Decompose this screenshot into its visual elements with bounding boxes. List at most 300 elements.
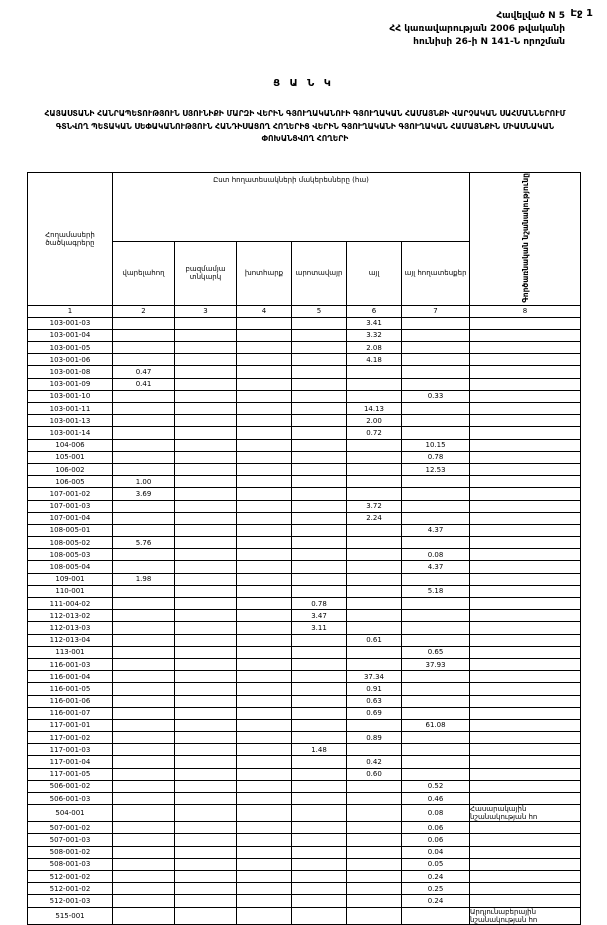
cell-other bbox=[347, 870, 402, 882]
cell-arable bbox=[113, 500, 175, 512]
cell-perennial bbox=[175, 671, 237, 683]
cell-other-lands bbox=[402, 537, 470, 549]
cell-other bbox=[347, 585, 402, 597]
cell-pasture: 1.48 bbox=[292, 744, 347, 756]
cell-other-lands bbox=[402, 732, 470, 744]
cell-other-lands bbox=[402, 476, 470, 488]
cell-pasture bbox=[292, 671, 347, 683]
cell-functional-use bbox=[470, 427, 581, 439]
cell-hayfield bbox=[237, 476, 292, 488]
cell-perennial bbox=[175, 549, 237, 561]
cell-pasture: 3.47 bbox=[292, 610, 347, 622]
cell-hayfield bbox=[237, 658, 292, 670]
cell-functional-use bbox=[470, 793, 581, 805]
cell-pasture bbox=[292, 793, 347, 805]
annex-line-3: հունիսի 26-ի N 141-Ն որոշման bbox=[413, 37, 565, 47]
cell-pasture: 0.78 bbox=[292, 598, 347, 610]
cell-hayfield bbox=[237, 756, 292, 768]
cell-perennial bbox=[175, 512, 237, 524]
table-row bbox=[28, 780, 581, 792]
cell-pasture bbox=[292, 756, 347, 768]
cell-parcel-code: 105-001 bbox=[28, 451, 113, 463]
cell-other-lands: 4.37 bbox=[402, 561, 470, 573]
cell-arable bbox=[113, 622, 175, 634]
table-row bbox=[28, 463, 581, 475]
cell-perennial bbox=[175, 366, 237, 378]
cell-arable bbox=[113, 451, 175, 463]
cell-functional-use bbox=[470, 451, 581, 463]
cell-perennial bbox=[175, 598, 237, 610]
cell-functional-use bbox=[470, 634, 581, 646]
table-row bbox=[28, 390, 581, 402]
cell-other bbox=[347, 858, 402, 870]
cell-pasture bbox=[292, 780, 347, 792]
cell-functional-use bbox=[470, 719, 581, 731]
table-row bbox=[28, 870, 581, 882]
cell-arable bbox=[113, 549, 175, 561]
cell-hayfield bbox=[237, 488, 292, 500]
cell-pasture bbox=[292, 695, 347, 707]
cell-hayfield bbox=[237, 846, 292, 858]
cell-other bbox=[347, 822, 402, 834]
table-row bbox=[28, 719, 581, 731]
cell-other bbox=[347, 476, 402, 488]
cell-parcel-code: 107-001-04 bbox=[28, 512, 113, 524]
cell-hayfield bbox=[237, 451, 292, 463]
cell-parcel-code: 117-001-04 bbox=[28, 756, 113, 768]
table-row bbox=[28, 512, 581, 524]
cell-functional-use bbox=[470, 439, 581, 451]
cell-parcel-code: 506-001-03 bbox=[28, 793, 113, 805]
cell-hayfield bbox=[237, 707, 292, 719]
table-row bbox=[28, 439, 581, 451]
cell-other-lands: 0.24 bbox=[402, 870, 470, 882]
cell-hayfield bbox=[237, 858, 292, 870]
cell-other bbox=[347, 883, 402, 895]
cell-other-lands bbox=[402, 707, 470, 719]
cell-perennial bbox=[175, 317, 237, 329]
table-row bbox=[28, 793, 581, 805]
cell-hayfield bbox=[237, 561, 292, 573]
cell-parcel-code: 506-001-02 bbox=[28, 780, 113, 792]
cell-perennial bbox=[175, 585, 237, 597]
cell-parcel-code: 103-001-03 bbox=[28, 317, 113, 329]
cell-hayfield bbox=[237, 768, 292, 780]
cell-other-lands bbox=[402, 622, 470, 634]
table-row bbox=[28, 683, 581, 695]
cell-other: 0.72 bbox=[347, 427, 402, 439]
header-functional-use: Գործառնական նշանակությունը bbox=[470, 173, 581, 306]
cell-parcel-code: 512-001-02 bbox=[28, 870, 113, 882]
cell-pasture: 3.11 bbox=[292, 622, 347, 634]
cell-pasture bbox=[292, 658, 347, 670]
cell-functional-use bbox=[470, 671, 581, 683]
cell-parcel-code: 108-005-02 bbox=[28, 537, 113, 549]
land-parcel-table bbox=[27, 172, 581, 925]
cell-arable bbox=[113, 780, 175, 792]
cell-other bbox=[347, 744, 402, 756]
cell-perennial bbox=[175, 463, 237, 475]
table-row bbox=[28, 805, 581, 822]
cell-parcel-code: 103-001-10 bbox=[28, 390, 113, 402]
cell-functional-use bbox=[470, 610, 581, 622]
cell-pasture bbox=[292, 549, 347, 561]
cell-other bbox=[347, 895, 402, 907]
cell-functional-use bbox=[470, 354, 581, 366]
cell-hayfield bbox=[237, 744, 292, 756]
cell-pasture bbox=[292, 354, 347, 366]
cell-other-lands: 0.78 bbox=[402, 451, 470, 463]
cell-other-lands bbox=[402, 415, 470, 427]
cell-other bbox=[347, 793, 402, 805]
cell-pasture bbox=[292, 561, 347, 573]
cell-other-lands: 0.08 bbox=[402, 549, 470, 561]
cell-other-lands bbox=[402, 768, 470, 780]
cell-perennial bbox=[175, 646, 237, 658]
cell-other-lands: 0.06 bbox=[402, 822, 470, 834]
cell-functional-use bbox=[470, 366, 581, 378]
cell-perennial bbox=[175, 354, 237, 366]
cell-parcel-code: 103-001-09 bbox=[28, 378, 113, 390]
cell-perennial bbox=[175, 834, 237, 846]
cell-perennial bbox=[175, 822, 237, 834]
cell-parcel-code: 508-001-03 bbox=[28, 858, 113, 870]
cell-pasture bbox=[292, 537, 347, 549]
cell-parcel-code: 111-004-02 bbox=[28, 598, 113, 610]
cell-pasture bbox=[292, 342, 347, 354]
cell-other-lands bbox=[402, 488, 470, 500]
cell-functional-use bbox=[470, 512, 581, 524]
cell-hayfield bbox=[237, 427, 292, 439]
cell-hayfield bbox=[237, 390, 292, 402]
table-row bbox=[28, 366, 581, 378]
cell-pasture bbox=[292, 317, 347, 329]
cell-functional-use bbox=[470, 524, 581, 536]
cell-hayfield bbox=[237, 907, 292, 924]
cell-other bbox=[347, 488, 402, 500]
cell-other-lands bbox=[402, 329, 470, 341]
cell-other-lands bbox=[402, 683, 470, 695]
cell-arable bbox=[113, 512, 175, 524]
cell-parcel-code: 112-013-04 bbox=[28, 634, 113, 646]
cell-functional-use bbox=[470, 329, 581, 341]
cell-pasture bbox=[292, 719, 347, 731]
cell-other bbox=[347, 846, 402, 858]
cell-arable bbox=[113, 658, 175, 670]
cell-other-lands: 0.52 bbox=[402, 780, 470, 792]
cell-functional-use bbox=[470, 707, 581, 719]
cell-arable bbox=[113, 646, 175, 658]
cell-perennial bbox=[175, 451, 237, 463]
cell-pasture bbox=[292, 585, 347, 597]
cell-parcel-code: 117-001-03 bbox=[28, 744, 113, 756]
page-number: Էջ 1 bbox=[570, 8, 593, 19]
header-pasture: արոտավայր bbox=[292, 242, 347, 306]
table-row bbox=[28, 907, 581, 924]
table-row bbox=[28, 646, 581, 658]
cell-arable bbox=[113, 870, 175, 882]
cell-parcel-code: 112-013-03 bbox=[28, 622, 113, 634]
cell-hayfield bbox=[237, 671, 292, 683]
cell-arable bbox=[113, 695, 175, 707]
table-row bbox=[28, 354, 581, 366]
table-row bbox=[28, 610, 581, 622]
cell-hayfield bbox=[237, 683, 292, 695]
cell-functional-use bbox=[470, 768, 581, 780]
header-land-types-group: Ըստ հողատեսակների մակերեսները (հա) bbox=[113, 173, 470, 242]
table-row bbox=[28, 822, 581, 834]
header-hayfield: խոտհարք bbox=[237, 242, 292, 306]
cell-parcel-code: 109-001 bbox=[28, 573, 113, 585]
cell-perennial bbox=[175, 756, 237, 768]
cell-hayfield bbox=[237, 500, 292, 512]
cell-other bbox=[347, 390, 402, 402]
cell-hayfield bbox=[237, 439, 292, 451]
cell-perennial bbox=[175, 610, 237, 622]
cell-other-lands: 0.46 bbox=[402, 793, 470, 805]
cell-functional-use bbox=[470, 342, 581, 354]
cell-other bbox=[347, 780, 402, 792]
table-row bbox=[28, 732, 581, 744]
header-perennial: բազմամյա տնկարկ bbox=[175, 242, 237, 306]
cell-arable bbox=[113, 329, 175, 341]
cell-arable bbox=[113, 834, 175, 846]
cell-parcel-code: 107-001-03 bbox=[28, 500, 113, 512]
cell-functional-use bbox=[470, 500, 581, 512]
cell-parcel-code: 108-005-03 bbox=[28, 549, 113, 561]
cell-arable: 3.69 bbox=[113, 488, 175, 500]
cell-pasture bbox=[292, 524, 347, 536]
cell-hayfield bbox=[237, 366, 292, 378]
cell-perennial bbox=[175, 805, 237, 822]
cell-other-lands bbox=[402, 744, 470, 756]
cell-other-lands bbox=[402, 634, 470, 646]
cell-hayfield bbox=[237, 805, 292, 822]
cell-other-lands: 10.15 bbox=[402, 439, 470, 451]
cell-arable bbox=[113, 342, 175, 354]
cell-arable bbox=[113, 858, 175, 870]
cell-other bbox=[347, 646, 402, 658]
cell-other: 0.61 bbox=[347, 634, 402, 646]
cell-other bbox=[347, 463, 402, 475]
cell-arable bbox=[113, 805, 175, 822]
cell-pasture bbox=[292, 822, 347, 834]
cell-hayfield bbox=[237, 512, 292, 524]
cell-arable bbox=[113, 907, 175, 924]
cell-hayfield bbox=[237, 780, 292, 792]
cell-parcel-code: 117-001-01 bbox=[28, 719, 113, 731]
cell-hayfield bbox=[237, 634, 292, 646]
cell-parcel-code: 116-001-06 bbox=[28, 695, 113, 707]
column-number-row bbox=[28, 305, 581, 317]
cell-arable bbox=[113, 707, 175, 719]
cell-functional-use bbox=[470, 822, 581, 834]
cell-pasture bbox=[292, 500, 347, 512]
cell-other-lands: 0.65 bbox=[402, 646, 470, 658]
annex-header bbox=[389, 10, 565, 49]
cell-other bbox=[347, 378, 402, 390]
annex-line-2: ՀՀ կառավարության 2006 թվականի bbox=[389, 24, 565, 34]
cell-parcel-code: 512-001-02 bbox=[28, 883, 113, 895]
cell-parcel-code: 103-001-04 bbox=[28, 329, 113, 341]
cell-other: 0.60 bbox=[347, 768, 402, 780]
cell-arable: 1.00 bbox=[113, 476, 175, 488]
cell-hayfield bbox=[237, 342, 292, 354]
table-row bbox=[28, 342, 581, 354]
cell-other: 3.72 bbox=[347, 500, 402, 512]
cell-pasture bbox=[292, 895, 347, 907]
table-row bbox=[28, 768, 581, 780]
cell-other-lands bbox=[402, 756, 470, 768]
colnum-6: 6 bbox=[347, 305, 402, 317]
table-row bbox=[28, 427, 581, 439]
cell-perennial bbox=[175, 858, 237, 870]
cell-other bbox=[347, 549, 402, 561]
colnum-4: 4 bbox=[237, 305, 292, 317]
cell-pasture bbox=[292, 390, 347, 402]
cell-perennial bbox=[175, 634, 237, 646]
cell-hayfield bbox=[237, 537, 292, 549]
cell-arable: 0.41 bbox=[113, 378, 175, 390]
cell-other-lands: 0.33 bbox=[402, 390, 470, 402]
cell-other: 3.32 bbox=[347, 329, 402, 341]
cell-hayfield bbox=[237, 378, 292, 390]
table-row bbox=[28, 500, 581, 512]
cell-other: 37.34 bbox=[347, 671, 402, 683]
cell-perennial bbox=[175, 683, 237, 695]
cell-functional-use bbox=[470, 683, 581, 695]
cell-perennial bbox=[175, 524, 237, 536]
cell-hayfield bbox=[237, 646, 292, 658]
cell-pasture bbox=[292, 463, 347, 475]
cell-pasture bbox=[292, 883, 347, 895]
table-row bbox=[28, 378, 581, 390]
cell-functional-use bbox=[470, 846, 581, 858]
cell-pasture bbox=[292, 512, 347, 524]
cell-pasture bbox=[292, 858, 347, 870]
cell-arable bbox=[113, 671, 175, 683]
cell-functional-use bbox=[470, 732, 581, 744]
table-row bbox=[28, 573, 581, 585]
cell-other-lands: 5.18 bbox=[402, 585, 470, 597]
cell-pasture bbox=[292, 707, 347, 719]
cell-arable bbox=[113, 354, 175, 366]
cell-perennial bbox=[175, 870, 237, 882]
cell-hayfield bbox=[237, 415, 292, 427]
cell-hayfield bbox=[237, 793, 292, 805]
cell-other-lands: 61.08 bbox=[402, 719, 470, 731]
cell-perennial bbox=[175, 883, 237, 895]
cell-pasture bbox=[292, 573, 347, 585]
cell-parcel-code: 103-001-05 bbox=[28, 342, 113, 354]
table-row bbox=[28, 895, 581, 907]
table-row bbox=[28, 846, 581, 858]
table-row bbox=[28, 883, 581, 895]
cell-other bbox=[347, 366, 402, 378]
cell-functional-use bbox=[470, 403, 581, 415]
table-row bbox=[28, 671, 581, 683]
cell-parcel-code: 106-002 bbox=[28, 463, 113, 475]
cell-pasture bbox=[292, 846, 347, 858]
cell-other-lands bbox=[402, 378, 470, 390]
cell-parcel-code: 112-013-02 bbox=[28, 610, 113, 622]
cell-perennial bbox=[175, 768, 237, 780]
table-row bbox=[28, 476, 581, 488]
cell-parcel-code: 116-001-07 bbox=[28, 707, 113, 719]
cell-other: 4.18 bbox=[347, 354, 402, 366]
cell-arable bbox=[113, 756, 175, 768]
cell-hayfield bbox=[237, 549, 292, 561]
cell-functional-use bbox=[470, 390, 581, 402]
cell-other-lands bbox=[402, 500, 470, 512]
cell-other bbox=[347, 439, 402, 451]
cell-functional-use bbox=[470, 756, 581, 768]
cell-perennial bbox=[175, 561, 237, 573]
cell-functional-use bbox=[470, 622, 581, 634]
cell-functional-use bbox=[470, 895, 581, 907]
cell-parcel-code: 117-001-05 bbox=[28, 768, 113, 780]
cell-pasture bbox=[292, 768, 347, 780]
cell-perennial bbox=[175, 793, 237, 805]
cell-functional-use bbox=[470, 476, 581, 488]
cell-other bbox=[347, 537, 402, 549]
cell-hayfield bbox=[237, 719, 292, 731]
colnum-7: 7 bbox=[402, 305, 470, 317]
colnum-2: 2 bbox=[113, 305, 175, 317]
cell-arable bbox=[113, 561, 175, 573]
cell-perennial bbox=[175, 403, 237, 415]
cell-parcel-code: 116-001-04 bbox=[28, 671, 113, 683]
cell-parcel-code: 103-001-06 bbox=[28, 354, 113, 366]
table-row bbox=[28, 834, 581, 846]
cell-hayfield bbox=[237, 524, 292, 536]
table-row bbox=[28, 415, 581, 427]
colnum-8: 8 bbox=[470, 305, 581, 317]
table-row bbox=[28, 329, 581, 341]
cell-other-lands bbox=[402, 671, 470, 683]
cell-other: 2.08 bbox=[347, 342, 402, 354]
cell-other-lands bbox=[402, 427, 470, 439]
cell-other: 0.69 bbox=[347, 707, 402, 719]
table-row bbox=[28, 756, 581, 768]
cell-arable bbox=[113, 598, 175, 610]
cell-pasture bbox=[292, 329, 347, 341]
cell-other bbox=[347, 524, 402, 536]
cell-pasture bbox=[292, 646, 347, 658]
cell-perennial bbox=[175, 719, 237, 731]
cell-functional-use bbox=[470, 646, 581, 658]
cell-other bbox=[347, 573, 402, 585]
cell-hayfield bbox=[237, 463, 292, 475]
cell-functional-use bbox=[470, 415, 581, 427]
cell-functional-use bbox=[470, 883, 581, 895]
cell-parcel-code: 507-001-02 bbox=[28, 822, 113, 834]
table-row bbox=[28, 858, 581, 870]
table-row bbox=[28, 695, 581, 707]
cell-hayfield bbox=[237, 610, 292, 622]
header-parcel-code: Հողամասերի ծածկագրերը bbox=[28, 173, 113, 306]
cell-hayfield bbox=[237, 622, 292, 634]
cell-arable bbox=[113, 403, 175, 415]
cell-other bbox=[347, 719, 402, 731]
cell-other-lands: 0.24 bbox=[402, 895, 470, 907]
cell-arable bbox=[113, 719, 175, 731]
cell-perennial bbox=[175, 695, 237, 707]
table-row bbox=[28, 561, 581, 573]
cell-parcel-code: 108-005-01 bbox=[28, 524, 113, 536]
cell-arable bbox=[113, 524, 175, 536]
cell-parcel-code: 106-005 bbox=[28, 476, 113, 488]
